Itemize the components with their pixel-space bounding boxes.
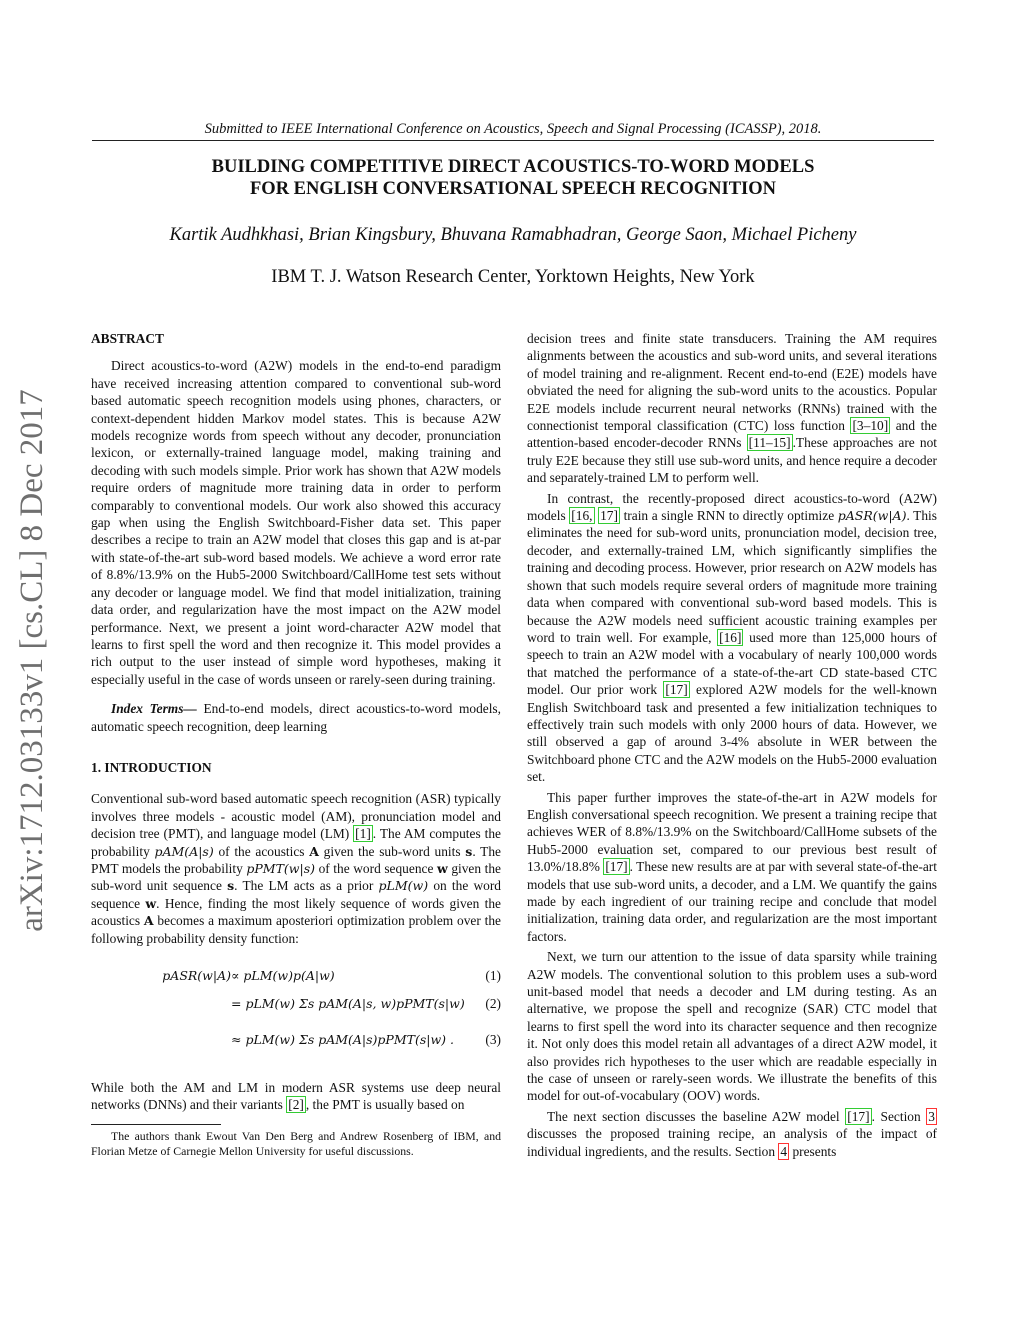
equation-number: (2) [485, 996, 501, 1011]
paper-title [92, 156, 934, 200]
equation-block [91, 963, 501, 1063]
arxiv-identifier: arXiv:1712.03133v1 [cs.CL] 8 Dec 2017 [13, 388, 50, 932]
abstract-text: Direct acoustics-to-word (A2W) models in the end-to-end paradigm have received increasing attention compared to conventional sub-word based automatic speech recognition models using phones, characters, or context-dependent hidden Markov model states. This is because A2W models recognize words from speech without any decoder, pronunciation lexicon, or externally-trained language model, making training and decoding with such models simple. Prior work has shown that A2W models require orders of magnitude more training data in order to perform comparably to conventional models. Our work also showed this accuracy gap when using the English Switchboard-Fisher data set. This paper describes a recipe to train an A2W model that closes this gap and is at-par with state-of-the-art sub-word based models. We achieve a word error rate of 8.8%/13.9% on the Hub5-2000 Switchboard/CallHome test sets without any decoder or language model. We find that model initialization, training data order, and regularization have the most impact on the A2W model performance. Next, we present a joint word-character A2W model that learns to first spell the word and then recognize it. This model provides a rich output to the user instead of simple word hypotheses, making it especially useful in the case of words unseen or rarely-seen during training. [91, 358, 501, 687]
left-column [91, 330, 501, 1159]
equation-2 [91, 991, 501, 1027]
citation-link[interactable]: [17] [847, 1108, 870, 1124]
citation-link[interactable]: [11–15] [748, 435, 791, 451]
right-column [527, 330, 937, 1160]
intro-paragraph-3: In contrast, the recently-proposed direct acoustics-to-word (A2W) models [16, 17] train a single RNN to directly optimize pASR(w|A). This eliminates the need for sub-word units, pronunciation model, decision tree, decoder, and externally-trained LM, which significantly simplifies the training and decoding process. However, prior research on A2W models has shown that such models require several orders of magnitude more training data when compared with conventional sub-word based models. This is because the A2W models need sufficient acoustic training examples per word to train well. For example, [16] used more than 125,000 hours of speech to train an A2W model with a vocabulary of nearly 100,000 words that matched the performance of a state-of-the-art CD state-based CTC model. Our prior work [17] explored A2W models for the well-known English Switchboard task and presented a few initialization techniques to effectively train such models with only 2000 hours of data. However, we still observed a gap of around 3-4% absolute in WER between the Switchboard phone CTC and the A2W models on the Hub5-2000 evaluation set. [527, 490, 937, 785]
math-inline: s [227, 878, 235, 894]
math-inline: pAM(A|s) [154, 843, 214, 859]
introduction-heading: 1. INTRODUCTION [91, 759, 212, 775]
index-terms [91, 700, 501, 735]
citation-link[interactable]: [17] [605, 859, 628, 875]
intro-paragraph-4: This paper further improves the state-of-the-art in A2W models for English conversational speech recognition. We present a training recipe that achieves WER of 8.8%/13.9% on the Switchboard/CallHome subsets of the Hub5-2000 evaluation set, compared to our previous best result of 13.0%/18.8% [17] . These new results are at par with several state-of-the-art models that use sub-word units, a decoder, and a LM. We quantify the gains made by each ingredient of our training recipe and conclude that model initialization, training data order, and regularization are the most important factors. [527, 789, 937, 944]
citation-link[interactable]: [17] [665, 682, 688, 698]
citation-link[interactable]: 17] [600, 508, 618, 524]
author-list: Kartik Audhkhasi, Brian Kingsbury, Bhuvana Ramabhadran, George Saon, Michael Picheny [169, 225, 857, 245]
equation-rhs: = pLM(w) Σs pAM(A|s, w)pPMT(s|w) [231, 996, 465, 1011]
math-inline: w [145, 895, 157, 911]
affiliation: IBM T. J. Watson Research Center, Yorktown Heights, New York [271, 267, 755, 287]
intro-paragraph-6: The next section discusses the baseline A2W model [17] . Section 3 discusses the proposed training recipe, an analysis of the impact of individual ingredients, and the results. Section 4 presents [527, 1108, 937, 1159]
footnote: The authors thank Ewout Van Den Berg and Andrew Rosenberg of IBM, and Florian Metze of Carnegie Mellon University for useful discussions. [91, 1128, 501, 1158]
math-inline: s [465, 843, 473, 859]
title-line-2: FOR ENGLISH CONVERSATIONAL SPEECH RECOGNITION [250, 179, 776, 199]
abstract-heading: ABSTRACT [91, 331, 164, 346]
citation-link[interactable]: [1] [355, 826, 371, 842]
equation-lhs: pASR(w|A) [162, 968, 231, 983]
equation-rhs: ≈ pLM(w) Σs pAM(A|s)pPMT(s|w) . [231, 1032, 455, 1047]
equation-rhs: ∝ pLM(w)p(A|w) [231, 968, 335, 983]
arxiv-stamp [8, 360, 56, 960]
intro-paragraph-2-lead: , the PMT is usually based on [305, 1097, 465, 1113]
math-inline: A [143, 913, 154, 929]
intro-paragraph-2-continued: decision trees and finite state transducers. Training the AM requires alignments between the acoustics and sub-word units, and several iterations of model training and re-alignment. Recent end-to-end (E2E) models have obviated the need for aligning the sub-word units to the acoustics. Popular E2E models include recurrent neural networks (RNNs) trained with the connectionist temporal classification (CTC) loss function [3–10] and the attention-based encoder-decoder RNNs [11–15] .These approaches are not truly E2E because they still use sub-word units, and hence require a decoder and separately-trained LM to perform well. [527, 331, 937, 486]
intro-paragraph-5: Next, we turn our attention to the issue of data sparsity while training A2W models. The conventional solution to this problem uses a sub-word unit-based model that needs a decoder and LM during testing. As an alternative, we propose the spell and recognize (SAR) CTC model that learns to first spell the word into its character sequence and then recognize it. Not only does this model retain all advantages of a direct A2W model, it also provides rich hypotheses to the user which are readable especially in the case of unseen or rarely-seen words. We illustrate the benefits of this model for out-of-vocabulary (OOV) words. [527, 949, 937, 1104]
title-line-1: BUILDING COMPETITIVE DIRECT ACOUSTICS-TO-WORD MODELS [211, 157, 815, 177]
index-terms-text: End-to-end models, direct acoustics-to-word models, automatic speech recognition, deep learning [91, 701, 501, 734]
header-rule [92, 140, 934, 141]
equation-number: (1) [485, 968, 501, 983]
intro-paragraph-1: Conventional sub-word based automatic speech recognition (ASR) typically involves three models - acoustic model (AM), pronunciation model and decision tree (PMT), and language model (LM) [1] . The AM computes the probability pAM(A|s) of the acoustics A given the sub-word units s. The PMT models the probability pPMT(w|s) of the word sequence w given the sub-word unit sequence s. The LM acts as a prior pLM(w) on the word sequence w. Hence, finding the most likely sequence of words given the acoustics A becomes a maximum aposteriori optimization problem over the following probability density function: [91, 791, 502, 946]
citation-link[interactable]: [3–10] [852, 418, 889, 434]
math-inline: A [309, 843, 319, 859]
citation-link[interactable]: [2] [288, 1097, 304, 1113]
section-link[interactable]: 4 [780, 1143, 788, 1159]
footnote-rule [91, 1124, 221, 1125]
citation-link[interactable]: [16] [719, 629, 742, 645]
equation-1 [91, 963, 501, 991]
index-terms-label: Index Terms— [111, 701, 197, 717]
equation-3 [91, 1027, 501, 1063]
venue-note: Submitted to IEEE International Conference on Acoustics, Speech and Signal Processing (ICASSP), 2018. [204, 121, 822, 137]
math-inline: pPMT(w|s) [246, 860, 316, 876]
section-link[interactable]: 3 [928, 1108, 935, 1124]
intro-paragraph-2-start: While both the AM and LM in modern ASR systems use deep neural networks (DNNs) and their variants [2] , the PMT is usually based on [91, 1080, 501, 1113]
math-inline: w [436, 860, 448, 876]
math-inline: pASR(w|A) [837, 508, 907, 524]
equation-number: (3) [485, 1032, 501, 1047]
citation-link[interactable]: [16, [571, 508, 593, 524]
intro-paragraph-2-tail: decision trees and finite state transducers. Training the AM requires alignments between the acoustics and sub-word units, and several iterations of model training and re-alignment. Recent end-to-end (E2E) models have obviated the need for aligning the sub-word units to the acoustics. Popular E2E models include recurrent neural networks (RNNs) trained with the connectionist temporal classification (CTC) loss function [527, 331, 937, 434]
math-inline: pLM(w) [378, 878, 429, 894]
